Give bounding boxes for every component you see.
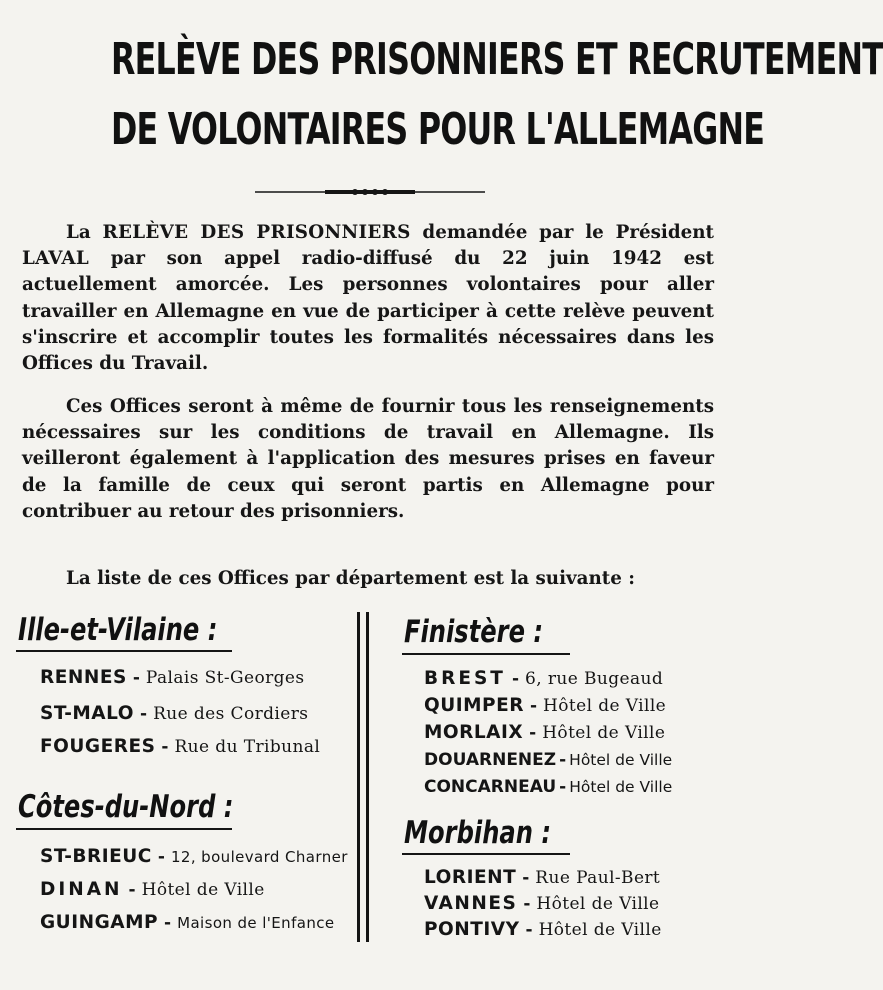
paragraph-offices: Ces Offices seront à même de fournir tous les renseignements nécessaires sur les conditions de travail en Allemagne. Ils veilleront également à l'application des mesures prises en faveur de la famille de ceux qui seront partis en Allemagne pour contribuer au retour des prisonniers. bbox=[22, 396, 714, 522]
office-lorient: LORIENT - Rue Paul-Bert bbox=[424, 867, 661, 888]
paragraph-list-intro: La liste de ces Offices par département est la suivante : bbox=[66, 568, 635, 589]
department-underline bbox=[16, 828, 232, 830]
department-ille-et-vilaine: Ille-et-Vilaine : bbox=[18, 612, 218, 648]
office-st-brieuc: ST-BRIEUC - 12, boulevard Charner bbox=[40, 846, 348, 867]
department-finistere: Finistère : bbox=[404, 614, 544, 650]
office-dinan: DINAN - Hôtel de Ville bbox=[40, 879, 265, 900]
office-brest: BREST - 6, rue Bugeaud bbox=[424, 668, 664, 689]
department-underline bbox=[16, 650, 232, 652]
office-vannes: VANNES - Hôtel de Ville bbox=[424, 893, 660, 914]
office-guingamp: GUINGAMP - Maison de l'Enfance bbox=[40, 912, 335, 933]
office-pontivy: PONTIVY - Hôtel de Ville bbox=[424, 919, 662, 940]
bold-releve: RELÈVE DES PRISONNIERS bbox=[102, 222, 411, 243]
office-douarnenez: DOUARNENEZ - Hôtel de Ville bbox=[424, 750, 673, 770]
department-cotes-du-nord: Côtes-du-Nord : bbox=[18, 789, 234, 825]
column-divider-right bbox=[366, 612, 369, 942]
column-divider-left bbox=[357, 612, 360, 942]
office-quimper: QUIMPER - Hôtel de Ville bbox=[424, 695, 667, 716]
office-morlaix: MORLAIX - Hôtel de Ville bbox=[424, 722, 666, 743]
office-concarneau: CONCARNEAU - Hôtel de Ville bbox=[424, 777, 673, 797]
department-underline bbox=[402, 853, 570, 855]
poster-title-line-2: DE VOLONTAIRES POUR L'ALLEMAGNE bbox=[110, 104, 765, 155]
poster-title-line-1: RELÈVE DES PRISONNIERS ET RECRUTEMENT bbox=[110, 34, 883, 85]
ornament-rule bbox=[255, 186, 485, 198]
office-rennes: RENNES - Palais St-Georges bbox=[40, 667, 305, 688]
paragraph-intro: La RELÈVE DES PRISONNIERS demandée par le Président LAVAL par son appel radio-diffusé du 22 juin 1942 est actuellement amorcée. Les personnes volontaires pour aller travailler en Allemagne en vue de participer à cette relève peuvent s'inscrire et accomplir toutes les formalités nécessaires dans les Offices du Travail. bbox=[22, 222, 714, 375]
bold-laval: LAVAL bbox=[22, 248, 90, 270]
office-st-malo: ST-MALO - Rue des Cordiers bbox=[40, 703, 309, 724]
office-fougeres: FOUGERES - Rue du Tribunal bbox=[40, 736, 321, 757]
department-morbihan: Morbihan : bbox=[404, 815, 552, 851]
department-underline bbox=[402, 653, 570, 655]
